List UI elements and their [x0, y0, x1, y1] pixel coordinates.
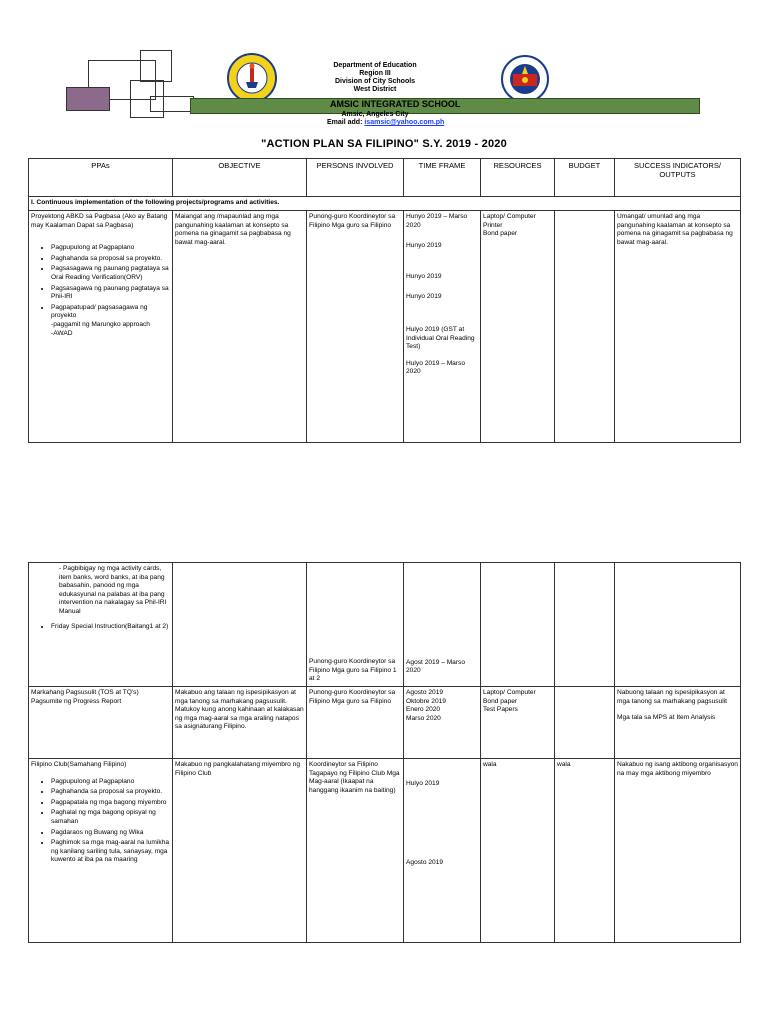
list-item: • Paghahanda sa proposal sa proyekto. [51, 255, 170, 264]
school-seal-logo [226, 52, 278, 104]
list-item: • Friday Special Instruction(Baitang1 at 2) [51, 623, 170, 632]
list-item: • Paghahanda sa proposal sa proyekto. [51, 788, 170, 797]
table-row [29, 563, 741, 687]
table-row [29, 211, 741, 443]
objective-cell: Makabuo ang talaan ng ispesipikasyon at mga tanong sa marhakang pagsusulit. Matukoy kung anong kahinaan at kalakasan ng mga mag-aaral sa mga araling natapos sa asignaturang Filipino. [173, 687, 307, 759]
section-row [29, 197, 741, 211]
ppa-sub-item: -paggamit ng Marungko approach [51, 320, 150, 328]
division-name: Division of City Schools [334, 78, 416, 85]
ppa-cell [29, 759, 173, 943]
objective-cell: Maiangat ang /mapaunlad ang mga pangunahing kaalaman at konsepto sa pomena na ginagamit sa pagbabasa ng bawat mag-aaral. [173, 211, 307, 443]
success-text: Mga tala sa MPS at Item Analysis [617, 714, 716, 722]
budget-cell [555, 563, 615, 687]
ppa-sub-item: -AWAD [51, 329, 73, 337]
list-item: • Pagpapatupad/ pagsasagawa ng proyekto [51, 304, 170, 321]
success-cell: Umangat/ umunlad ang mga pangunahing kaalaman at konsepto sa pomena na ginagamit sa pagbabasa ng bawat mag-aaral. [615, 211, 741, 443]
col-success: SUCCESS INDICATORS/ OUTPUTS [615, 159, 741, 197]
budget-cell [555, 687, 615, 759]
decorative-square-outline-2 [140, 50, 172, 82]
time-cell [404, 211, 481, 443]
list-item: • Paghalal ng mga bagong opisyal ng samahan [51, 809, 170, 826]
objective-cell [173, 563, 307, 687]
success-cell [615, 563, 741, 687]
ppa-cell [29, 211, 173, 443]
time-entry: Hunyo 2019 [406, 293, 442, 301]
time-entry: Hunyo 2019 [406, 272, 442, 280]
section-heading: I. Continuous implementation of the following projects/programs and activities. [29, 197, 741, 211]
ppa-title: Filipino Club(Samahang Filipino) [31, 761, 127, 768]
persons-cell [307, 563, 404, 687]
resource-item: Laptop/ Computer [483, 689, 536, 696]
resources-cell: wala [481, 759, 555, 943]
budget-cell: wala [555, 759, 615, 943]
list-item: • Pagsasagawa ng paunang pagtataya sa Phil-IRI [51, 285, 170, 302]
ppa-sub-item: - Pagbibigay ng mga activity cards, item banks, word banks, at iba pang babasahin, panood ng mga edukasyunal na palabas at iba pang intervention na nakalagay sa Phil-IRI Manual [59, 565, 167, 615]
time-entry: Hulyo 2019 [406, 780, 440, 787]
time-entry: Hulyo 2019 – Marso 2020 [406, 359, 466, 376]
resource-item: Bond paper [483, 230, 518, 238]
time-entry: Agosto 2019 [406, 858, 444, 866]
resource-item: Bond paper [483, 697, 518, 705]
time-entry: Hulyo 2019 (GST at Individual Oral Reading Test) [406, 325, 475, 351]
list-item: • Paghimok sa mga mag-aaral na lumikha ng kanilang sariling tula, sanaysay, mga kuwento at iba pa na maaring [51, 839, 170, 865]
district-name: West District [353, 86, 397, 93]
budget-cell [555, 211, 615, 443]
ppa-cell [29, 563, 173, 687]
col-budget: BUDGET [555, 159, 615, 197]
email-label: Email add: [327, 119, 363, 126]
list-item: • Pagdaraos ng Buwang ng Wika [51, 829, 170, 838]
decorative-square-filled [66, 87, 110, 111]
time-entry: Agosto 2019 [406, 689, 444, 696]
resources-cell [481, 211, 555, 443]
resources-cell [481, 687, 555, 759]
persons-cell: Punong-guro Koordineytor sa Filipino Mga guro sa Filipino [307, 211, 404, 443]
action-plan-table-page1 [28, 158, 741, 443]
time-entry: Agost 2019 – Marso 2020 [406, 658, 466, 675]
decorative-square-outline-4 [150, 96, 194, 112]
header-row [29, 159, 741, 197]
ppa-title: Proyektong ABKD sa Pagbasa (Ako ay Batang may Kaalaman Dapat sa Pagbasa) [31, 213, 168, 229]
col-ppas: PPAs [29, 159, 173, 197]
page-title: "ACTION PLAN SA FILIPINO" S.Y. 2019 - 2020 [261, 138, 507, 150]
ppa-cell: Markahang Pagsusulit (TOS at TQ's) Pagsumite ng Progress Report [29, 687, 173, 759]
region-name: Region III [359, 70, 391, 77]
col-resources: RESOURCES [481, 159, 555, 197]
col-objective: OBJECTIVE [173, 159, 307, 197]
time-entry: Hunyo 2019 [406, 242, 442, 250]
action-plan-table-page2 [28, 562, 741, 943]
department-name: Department of Education [333, 62, 417, 69]
school-address: Amsic, Angeles City [341, 111, 409, 118]
resources-cell [481, 563, 555, 687]
objective-cell: Makabuo ng pangkalahatang miyembro ng Filipino Club [173, 759, 307, 943]
email-line [327, 119, 444, 126]
list-item: • Pagpupulong at Pagpaplano [51, 244, 170, 253]
table-row [29, 687, 741, 759]
time-entry: Marso 2020 [406, 714, 441, 722]
col-persons: PERSONS INVOLVED [307, 159, 404, 197]
persons-text: Punong-guro Koordineytor sa Filipino Mga guro sa Filipino 1 at 2 [309, 658, 397, 683]
email-link[interactable]: isamsic@yahoo.com.ph [364, 119, 445, 126]
list-item: • Pagsasagawa ng paunang pagtataya sa Oral Reading Verification(ORV) [51, 265, 170, 282]
persons-cell: Koordineytor sa Filipino Tagapayo ng Filipino Club Mga Mag-aaral (Ikaapat na hanggang ikaanim na baiting) [307, 759, 404, 943]
success-cell [615, 687, 741, 759]
time-entry: Enero 2020 [406, 706, 441, 714]
resource-item: Laptop/ Computer [483, 213, 536, 220]
resource-item: Test Papers [483, 706, 518, 714]
persons-cell: Punong-guro Koordineytor sa Filipino Mga guro sa Filipino [307, 687, 404, 759]
list-item: • Pagpupulong at Pagpaplano [51, 778, 170, 787]
success-cell: Nakabuo ng isang aktibong organisasyon na may mga aktibong miyembro [615, 759, 741, 943]
time-entry: Hunyo 2019 – Marso 2020 [406, 213, 468, 229]
deped-seal-logo [500, 54, 550, 104]
time-cell [404, 563, 481, 687]
list-item: • Pagpapatala ng mga bagong miyembro [51, 799, 170, 808]
time-cell [404, 687, 481, 759]
success-text: Nabuong talaan ng ispesipikasyon at mga tanong sa marhakang pagsusulit [617, 689, 727, 705]
time-cell [404, 759, 481, 943]
school-name: AMSIC INTEGRATED SCHOOL [330, 99, 461, 109]
col-time: TIME FRAME [404, 159, 481, 197]
time-entry: Oktobre 2019 [406, 697, 446, 705]
table-row [29, 759, 741, 943]
resource-item: Printer [483, 221, 503, 229]
